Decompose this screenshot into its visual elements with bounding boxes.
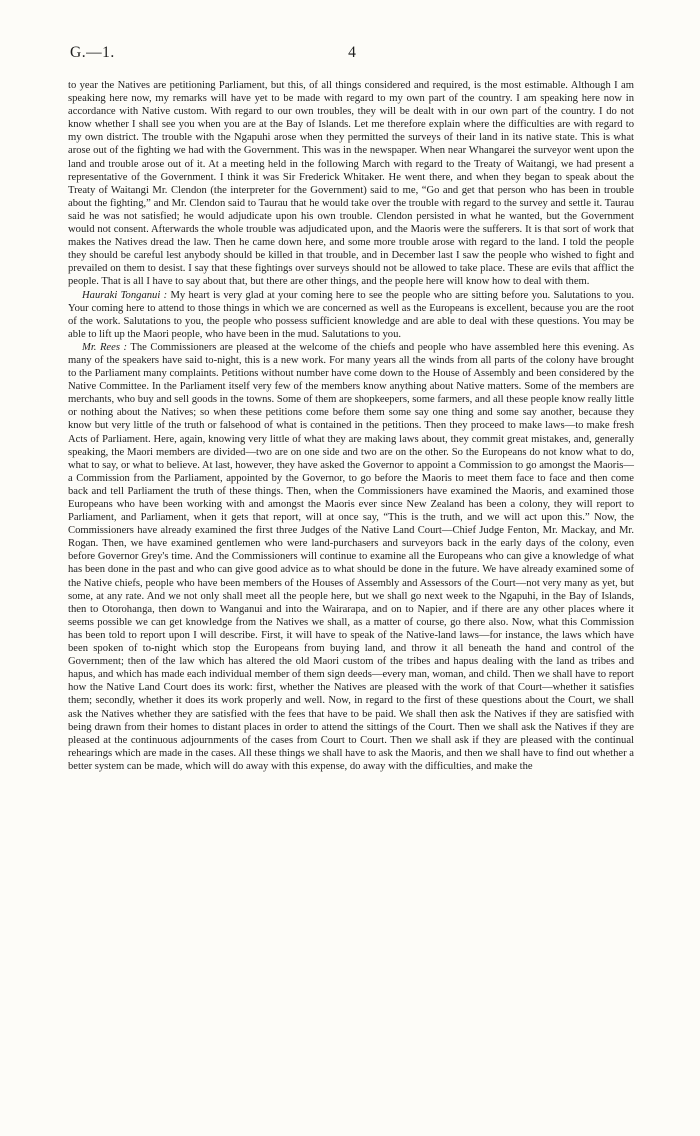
paragraph-mr-rees — [68, 341, 634, 773]
paragraph-text: My heart is very glad at your coming here to see the people who are sitting before you. Salutations to you. Your coming here to attend to those things in which we are concerned as well as the Europeans is excellent, because you are the root of the work. Salutations to you, the people who possess sufficient knowledge and are able to deal with these questions. You may be able to lift up the Maori people, who have been in the mud. Salutations to you. — [68, 289, 634, 340]
paragraph-hauraki-tonganui — [68, 289, 634, 341]
series-code: G.—1. — [70, 44, 115, 61]
page-number: 4 — [348, 44, 356, 61]
paragraph-text: The Commissioners are pleased at the welcome of the chiefs and people who have assembled here this evening. As many of the speakers have said to-night, this is a new work. For many years all the winds from all parts of the colony have brought to the Parliament many complaints. Petitions without number have come down to the House of Assembly and been considered by the Native Committee. In the Parliament itself very few of the members know anything about Native matters. Some of the members are merchants, who buy and sell goods in the towns. Some of them are shopkeepers, some farmers, and all these people know really little or nothing about the Natives; so when these petitions come before them some say one thing and some say another, because they know but very little of the truth or falsehood of what is contained in the petitions. Then they proceed to make laws—to make fresh Acts of Parliament. Here, again, knowing very little of what they are making laws about, they commit great mistakes, and, generally speaking, the Maori members are divided—two are on one side and two are on the other. So the Europeans do not know what to do, what to say, or what to believe. At last, however, they have asked the Governor to appoint a Commission to go amongst the Maoris—a Commission from the Parliament, appointed by the Governor, to go before the Maoris to meet them face to face and then come back and tell Parliament the truth of these things. Then, when the Commissioners have examined the Maoris, and examined those Europeans who have been working with and amongst the Maoris ever since New Zealand has been a colony, they will report to Parliament, and Parliament, when it gets that report, will at once say, “This is the truth, and we will act upon this.” Now, the Commissioners have already examined the first three Judges of the Native Land Court—Chief Judge Fenton, Mr. Mackay, and Mr. Rogan. Then, we have examined gentlemen who were land-purchasers and surveyors back in the early days of the colony, even before Governor Grey's time. And the Commissioners will continue to examine all the Europeans who can give a knowledge of what has been done in the past and who can give good advice as to what should be done in the future. We have already examined some of the Native chiefs, people who have been members of the Houses of Assembly and Assessors of the Court—not very many as yet, but some, at any rate. And we not only shall meet all the people here, but we shall go next week to the Ngapuhi, in the Bay of Islands, then to Otorohanga, then down to Wanganui and into the Wairarapa, and on to Napier, and if there are any other places where it seems possible we can get knowledge from the Natives we shall, as a matter of course, go there also. Now, what this Commission has been told to report upon I will describe. First, it will have to speak of the Native-land laws—for instance, the laws which have been spoken of to-night which stop the Europeans from buying land, and throw it all beneath the hand and control of the Government; then of the law which has altered the old Maori custom of the tribes and hapus dealing with the land as tribes and hapus, and which has made each individual member of them sign deeds—every man, woman, and child. Then we shall have to report how the Native Land Court does its work: first, whether the Natives are pleased with the work of that Court—whether it satisfies them; secondly, whether it does its work properly and well. Now, in regard to the first of these questions about the Court, we shall ask the Natives whether they are satisfied with the fees that have to be paid. We shall then ask the Natives if they are satisfied with being drawn from their homes to distant places in order to attend the sittings of the Court. Then we shall ask the Natives if they are pleased at the continuous adjournments of the cases from Court to Court. Then we shall ask if they are pleased with the continual rehearings which are made in the cases. All these things we shall have to ask the Maoris, and then we shall have to find out whether a better system can be made, which will do away with this expense, do away with the difficulties, and make the — [68, 341, 634, 772]
speaker-name: Mr. Rees : — [82, 341, 128, 353]
paragraph-continued — [68, 79, 634, 289]
page-header — [70, 44, 634, 70]
speaker-name: Hauraki Tonganui : — [82, 289, 168, 301]
paragraph-text: to year the Natives are petitioning Parliament, but this, of all things considered and required, is the most estimable. Although I am speaking here now, my remarks will have yet to be made with regard to my own part of the country. I am speaking here now in accordance with Native custom. With regard to our own troubles, they will be dealt with in our own part of the country. I do not know whether I shall see you when you are at the Bay of Islands. Let me therefore explain where the difficulties are with regard to my own district. The trouble with the Ngapuhi arose when they permitted the surveys of their land in its native state. This is what arose out of the fighting we had with the Government. This was in the newspaper. When near Whangarei the surveyor went upon the land and trouble arose out of it. At a meeting held in the following March with regard to the Treaty of Waitangi, we had present a representative of the Government. I think it was Sir Frederick Whitaker. He went there, and when they began to speak about the Treaty of Waitangi Mr. Clendon (the interpreter for the Government) said to me, “Go and get that person who has been in trouble about the fighting,” and Mr. Clendon said to Taurau that he would take over the trouble with regard to the survey and settle it. Taurau said he was not satisfied; he would adjudicate upon his own trouble. Clendon persisted in what he wanted, but the Government would not consent. Afterwards the whole trouble was adjudicated upon, and the Maoris were the sufferers. It is that sort of work that makes the Natives dread the law. Then he came down here, and some more trouble arose with regard to the land. I told the people they should be careful lest anybody should be killed in that trouble, and in December last I saw the people who wished to fight and prevailed on them to desist. I say that these fightings over surveys should not be allowed to take place. These are evils that afflict the people. That is all I have to say about that, but there are other things, and the people here will know how to deal with them. — [68, 80, 634, 288]
body-text — [68, 79, 634, 773]
